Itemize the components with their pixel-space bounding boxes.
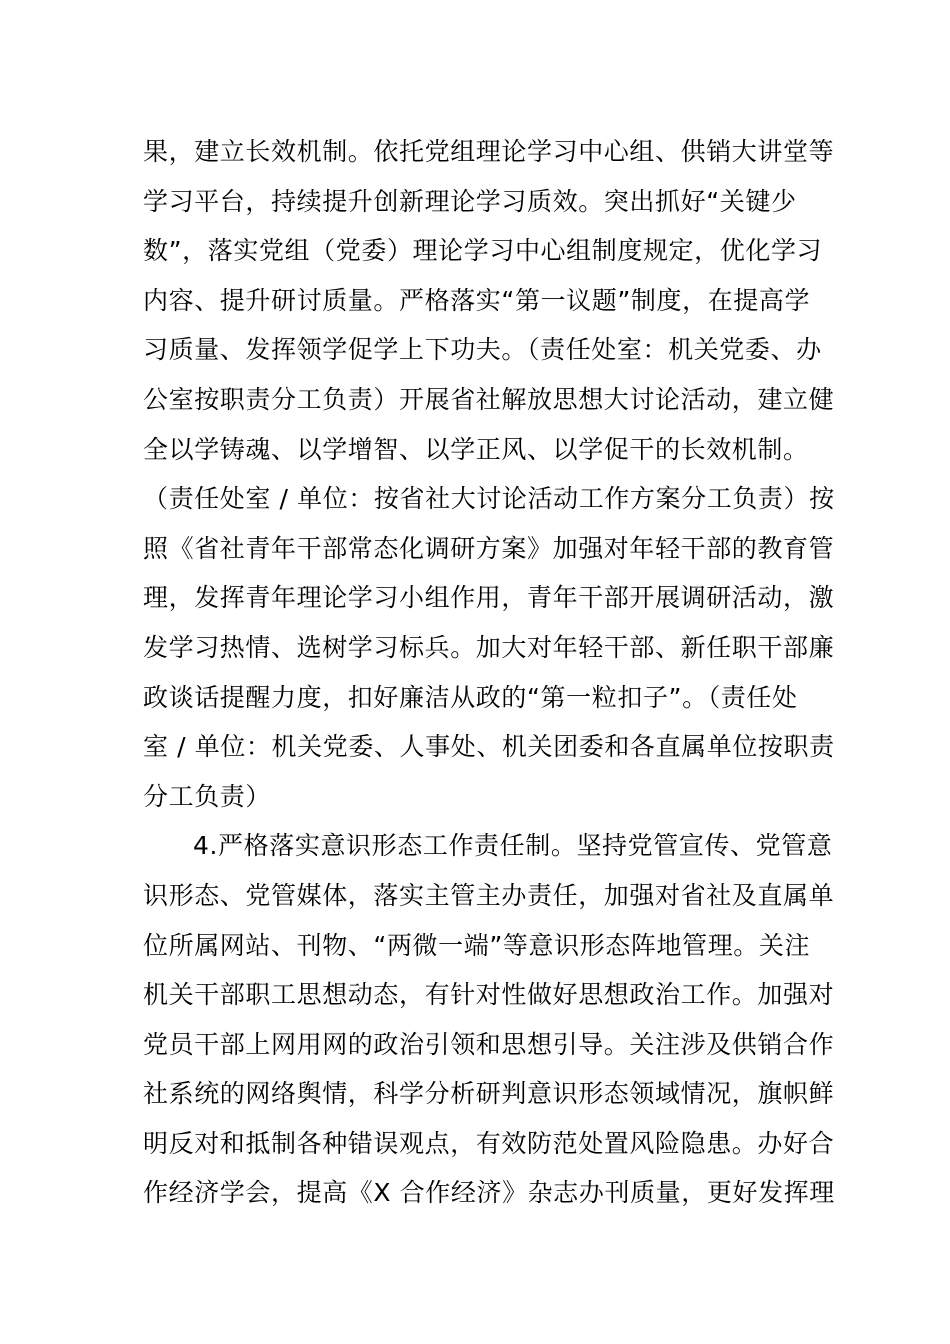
text-line: 机关干部职工思想动态，有针对性做好思想政治工作。加强对 — [143, 980, 835, 1010]
text-line: 室 / 单位：机关党委、人事处、机关团委和各直属单位按职责 — [143, 732, 835, 762]
document-body — [143, 127, 835, 1218]
text-line: 党员干部上网用网的政治引领和思想引导。关注涉及供销合作 — [143, 1029, 835, 1059]
text-line: 公室按职责分工负责）开展省社解放思想大讨论活动，建立健 — [143, 384, 835, 414]
text-line: 分工负责） — [143, 781, 272, 811]
text-line: 全以学铸魂、以学增智、以学正风、以学促干的长效机制。 — [143, 434, 809, 464]
text-line: 作经济学会，提高《X 合作经济》杂志办刊质量，更好发挥理 — [143, 1178, 835, 1208]
text-line: 位所属网站、刊物、“两微一端”等意识形态阵地管理。关注 — [143, 930, 811, 960]
text-line: 照《省社青年干部常态化调研方案》加强对年轻干部的教育管 — [143, 533, 835, 563]
text-line: 理，发挥青年理论学习小组作用，青年干部开展调研活动，激 — [143, 583, 835, 613]
text-line: 社系统的网络舆情，科学分析研判意识形态领域情况，旗帜鲜 — [143, 1079, 835, 1109]
text-line: 政谈话提醒力度，扣好廉洁从政的“第一粒扣子”。（责任处 — [143, 682, 798, 712]
text-line: （责任处室 / 单位：按省社大讨论活动工作方案分工负责）按 — [143, 484, 835, 514]
text-line: 识形态、党管媒体，落实主管主办责任，加强对省社及直属单 — [143, 880, 835, 910]
text-line: 明反对和抵制各种错误观点，有效防范处置风险隐患。办好合 — [143, 1128, 835, 1158]
text-line: 习质量、发挥领学促学上下功夫。（责任处室：机关党委、办 — [143, 335, 822, 365]
text-line: 学习平台，持续提升创新理论学习质效。突出抓好“关键少 — [143, 186, 797, 216]
text-line: 数”，落实党组（党委）理论学习中心组制度规定，优化学习 — [143, 236, 823, 266]
text-line: 果，建立长效机制。依托党组理论学习中心组、供销大讲堂等 — [143, 137, 835, 166]
section-heading-line: 4.严格落实意识形态工作责任制。坚持党管宣传、党管意 — [193, 831, 833, 861]
text-line: 发学习热情、选树学习标兵。加大对年轻干部、新任职干部廉 — [143, 632, 835, 662]
text-line: 内容、提升研讨质量。严格落实“第一议题”制度，在提高学 — [143, 285, 811, 315]
